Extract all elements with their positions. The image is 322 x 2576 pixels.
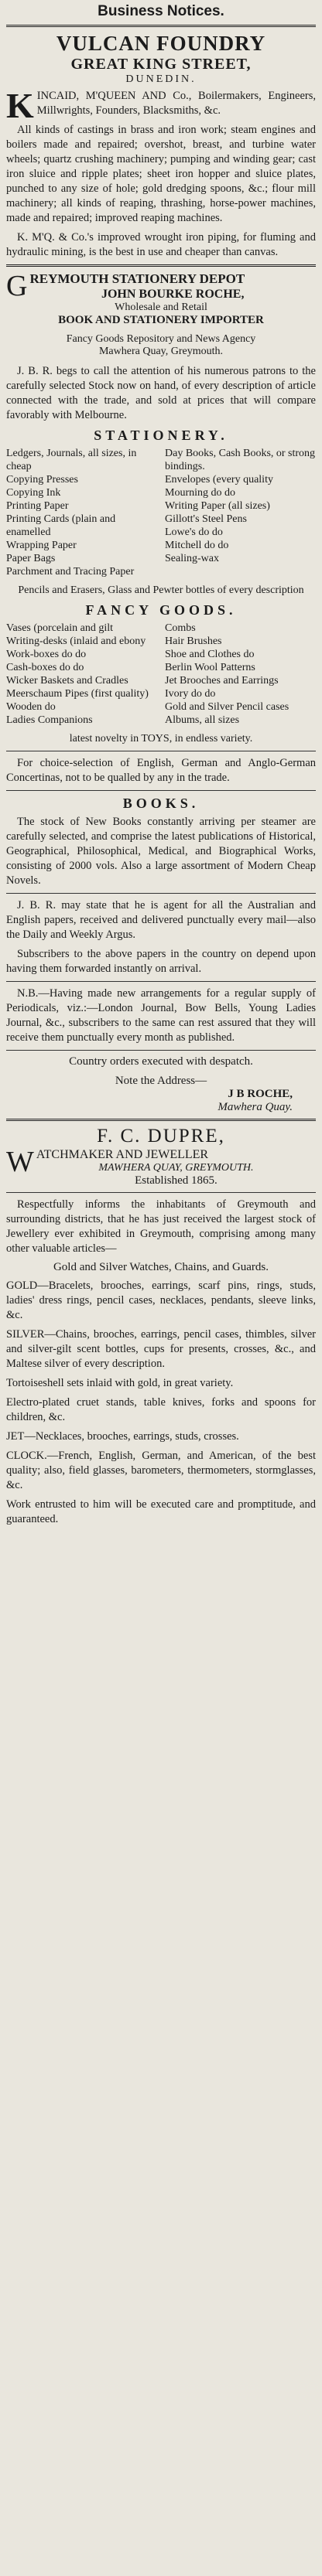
list-item: Copying Ink	[6, 487, 61, 499]
note-address: Note the Address—	[115, 1075, 207, 1087]
dupre-title: F. C. DUPRE,	[97, 1126, 225, 1147]
books-text: The stock of New Books constantly arriving per steamer are carefully selected, and comprise the latest publications of Historical, Geographical, Philosophical, Medical, and Biographical Works, consisting of 2000 vols. Also a large assortment of Modern Cheap Novels.	[6, 816, 316, 887]
list-item: Vases (porcelain and gilt	[6, 622, 114, 634]
address-place: Mawhera Quay.	[218, 1101, 293, 1113]
list-item: Work-boxes do do	[6, 649, 87, 660]
fancy-goods-left	[6, 622, 157, 727]
list-item: Ivory do do	[165, 688, 216, 700]
country-orders: Country orders executed with despatch.	[69, 1055, 253, 1068]
list-item: Wicker Baskets and Cradles	[6, 675, 128, 687]
list-item: Writing Paper (all sizes)	[165, 500, 270, 512]
list-item: Day Books, Cash Books, or strong bindings.	[165, 448, 316, 472]
list-item: Shoe and Clothes do	[165, 649, 255, 660]
drop-cap-k: K	[6, 86, 34, 125]
list-item: Writing-desks (inlaid and ebony	[6, 635, 146, 647]
list-item: Mourning do do	[165, 487, 235, 499]
list-item: Meerschaum Pipes (first quality)	[6, 688, 149, 700]
stationery-trade: BOOK AND STATIONERY IMPORTER	[58, 314, 264, 326]
divider	[6, 25, 316, 27]
vulcan-title: VULCAN FOUNDRY	[56, 32, 266, 55]
list-item: Ladies Companions	[6, 714, 93, 726]
list-item: Cash-boxes do do	[6, 662, 84, 673]
section-header: Business Notices.	[98, 3, 224, 19]
list-item: Ledgers, Journals, all sizes, in cheap	[6, 448, 137, 472]
stationery-owner: JOHN BOURKE ROCHE,	[101, 288, 245, 301]
stationery-location: Mawhera Quay, Greymouth.	[98, 346, 224, 357]
list-item: Albums, all sizes	[165, 714, 240, 726]
list-item: Envelopes (every quality	[165, 474, 273, 486]
address-name: J B ROCHE,	[228, 1088, 293, 1100]
stationery-notice-text: J. B. R. begs to call the attention of his numerous patrons to the carefully selected Stock now on hand, of every description of article connected with the trade, and sold at prices that will compare favorably with Melbourne.	[6, 365, 316, 421]
divider	[6, 264, 316, 267]
vulcan-town: DUNEDIN.	[125, 73, 197, 85]
agent-text: J. B. R. may state that he is agent for all the Australian and English papers, received and delivered punctually every mail—also the Daily and Weekly Argus.	[6, 899, 316, 941]
list-item: Lowe's do do	[165, 526, 223, 538]
divider	[6, 1119, 316, 1121]
vulcan-intro: INCAID, M'QUEEN AND Co., Boilermakers, Engineers, Millwrights, Founders, Blacksmiths, &c.	[36, 90, 316, 117]
stationery-pencils: Pencils and Erasers, Glass and Pewter bottles of every description	[18, 584, 304, 596]
dupre-jet: JET—Necklaces, brooches, earrings, studs, crosses.	[6, 1430, 239, 1443]
list-item: Paper Bags	[6, 553, 56, 564]
fancy-goods-section-title: FANCY GOODS.	[85, 602, 237, 618]
list-item: Copying Presses	[6, 474, 78, 486]
stationery-items-right	[165, 447, 316, 578]
list-item: Wooden do	[6, 701, 56, 713]
dupre-silver: SILVER—Chains, brooches, earrings, pencil cases, thimbles, silver and silver-gilt scent bottles, cups for presents, crosses, &c., and Maltese silver of every description.	[6, 1328, 316, 1370]
stationery-choice: For choice-selection of English, German and Anglo-German Concertinas, not to be qualled by any in the trade.	[6, 757, 316, 784]
dupre-trade: ATCHMAKER AND JEWELLER	[36, 1148, 209, 1161]
divider	[6, 790, 316, 791]
list-item: Printing Cards (plain and enamelled	[6, 513, 116, 538]
list-item: Combs	[165, 622, 196, 634]
stationery-items-grid	[6, 447, 316, 578]
list-item: Berlin Wool Patterns	[165, 662, 255, 673]
divider	[6, 981, 316, 982]
dupre-notice	[6, 1126, 316, 1527]
divider	[6, 893, 316, 894]
list-item: Sealing-wax	[165, 553, 219, 564]
stationery-novelty: latest novelty in TOYS, in endless variety.	[69, 733, 253, 745]
divider	[6, 1192, 316, 1193]
list-item: Gold and Silver Pencil cases	[165, 701, 289, 713]
stationery-section-title: STATIONERY.	[94, 428, 228, 443]
books-section-title: BOOKS.	[122, 796, 200, 811]
dupre-watches: Gold and Silver Watches, Chains, and Guards.	[53, 1261, 269, 1273]
vulcan-para2: K. M'Q. & Co.'s improved wrought iron piping, for fluming and hydraulic mining, is the best in use and cheaper than canvas.	[6, 231, 316, 258]
vulcan-foundry-notice	[6, 32, 316, 260]
dupre-location: MAWHERA QUAY, GREYMOUTH.	[98, 1162, 254, 1174]
stationery-repo: Fancy Goods Repository and News Agency	[66, 333, 256, 345]
stationery-items-left	[6, 447, 157, 578]
list-item: Parchment and Tracing Paper	[6, 566, 135, 578]
dupre-established: Established 1865.	[135, 1174, 218, 1187]
list-item: Wrapping Paper	[6, 540, 77, 551]
divider	[6, 1050, 316, 1051]
list-item: Jet Brooches and Earrings	[165, 675, 279, 687]
vulcan-street: GREAT KING STREET,	[70, 56, 252, 73]
dupre-electro: Electro-plated cruet stands, table knives, forks and spoons for children, &c.	[6, 1396, 316, 1423]
nb-text: N.B.—Having made new arrangements for a regular supply of Periodicals, viz.:—London Journal, Bow Bells, Young Ladies Journal, &c., subscribers to the same can rest assured that they will receive them punctually every month as published.	[6, 987, 316, 1044]
stationery-role: Wholesale and Retail	[115, 302, 207, 313]
fancy-goods-grid	[6, 622, 316, 727]
dupre-gold: GOLD—Bracelets, brooches, earrings, scarf pins, rings, studs, ladies' dress rings, pencil cases, necklaces, pendants, sleeve links, &c.	[6, 1279, 316, 1321]
dupre-tortoise: Tortoiseshell sets inlaid with gold, in great variety.	[6, 1377, 234, 1389]
list-item: Mitchell do do	[165, 540, 229, 551]
stationery-title: REYMOUTH STATIONERY DEPOT	[29, 271, 245, 286]
dupre-intro: Respectfully informs the inhabitants of Greymouth and surrounding districts, that he has just received the largest stock of Jewellery ever exhibited in Greymouth, comprising among many other valuable articles—	[6, 1198, 316, 1255]
list-item: Hair Brushes	[165, 635, 222, 647]
list-item: Printing Paper	[6, 500, 69, 512]
drop-cap-g: G	[6, 270, 28, 302]
subscribers-text: Subscribers to the above papers in the country on depend upon having them forwarded instantly on arrival.	[6, 948, 316, 975]
list-item: Gillott's Steel Pens	[165, 513, 247, 525]
stationery-notice	[6, 271, 316, 1114]
fancy-goods-right	[165, 622, 316, 727]
dupre-clock: CLOCK.—French, English, German, and American, of the best quality; also, field glasses, barometers, thermometers, stormglasses, &c.	[6, 1450, 316, 1491]
vulcan-para1: All kinds of castings in brass and iron work; steam engines and boilers made and repaired; overshot, breast, and turbine water wheels; quartz crushing machinery; pumping and winding gear; cast iron sluice and ripple plates; sheet iron hopper and sluice plates, punched to any size of hole; gold dredging spoons, &c.; flour mill machinery; all kinds of reaping, thrashing, horse-power machines, made and repaired; improved reaping machines.	[6, 124, 316, 224]
dupre-work: Work entrusted to him will be executed care and promptitude, and guaranteed.	[6, 1498, 316, 1525]
drop-cap-w: W	[6, 1146, 34, 1178]
